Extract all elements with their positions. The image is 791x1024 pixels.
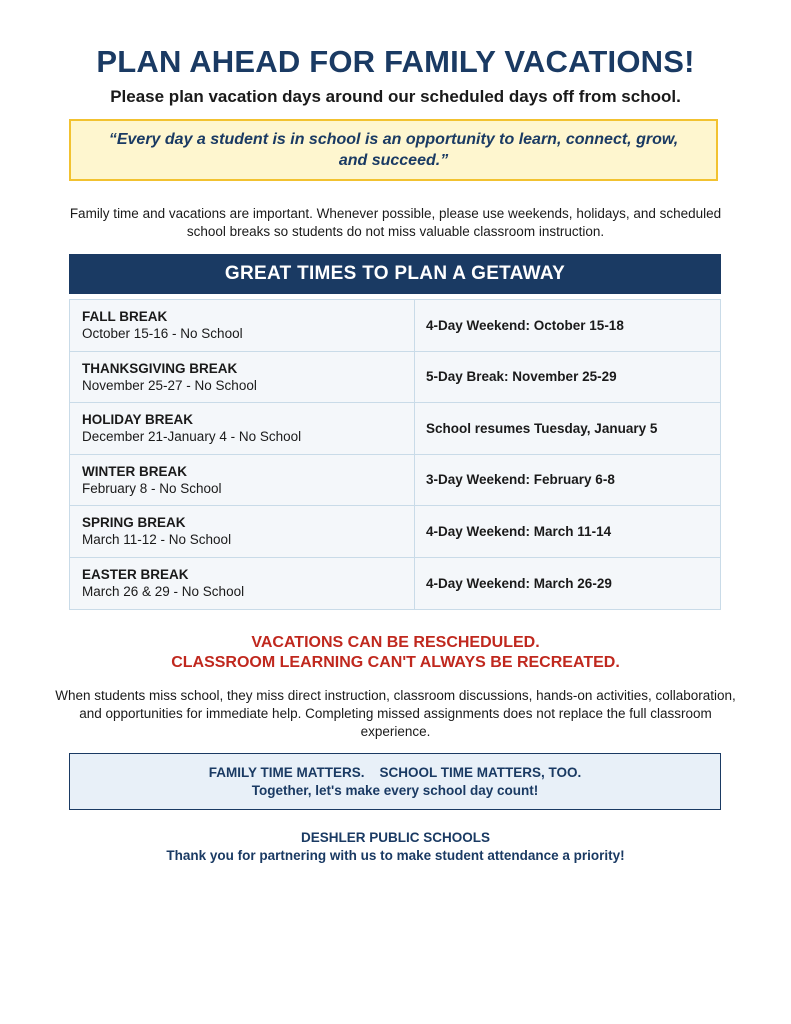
page-subtitle: Please plan vacation days around our scheduled days off from school.	[110, 87, 681, 106]
break-name: WINTER BREAK	[82, 463, 187, 479]
break-note: 4-Day Weekend: October 15-18	[426, 317, 624, 333]
callout-line-2: CLASSROOM LEARNING CAN'T ALWAYS BE RECREATED.	[171, 654, 620, 671]
break-note: 5-Day Break: November 25-29	[426, 369, 617, 385]
matters-line-2: Together, let's make every school day count!	[251, 782, 539, 798]
break-name: EASTER BREAK	[82, 567, 189, 583]
quote-text: “Every day a student is in school is an opportunity to learn, connect, grow, and succeed.”	[108, 131, 679, 169]
footer	[0, 829, 791, 865]
break-dates: February 8 - No School	[82, 480, 222, 496]
break-cell	[70, 352, 415, 403]
break-note: School resumes Tuesday, January 5	[426, 420, 658, 436]
table-row	[70, 403, 720, 455]
footer-org: DESHLER PUBLIC SCHOOLS	[300, 830, 490, 845]
break-note: 3-Day Weekend: February 6-8	[426, 472, 615, 488]
break-name: HOLIDAY BREAK	[82, 412, 194, 428]
quote-box	[69, 119, 718, 181]
table-row	[70, 352, 720, 404]
breaks-table	[69, 299, 721, 610]
break-dates: November 25-27 - No School	[82, 377, 257, 393]
break-cell	[70, 403, 415, 454]
table-row	[70, 455, 720, 507]
table-row	[70, 558, 720, 610]
matters-line-1: FAMILY TIME MATTERS. SCHOOL TIME MATTERS, TOO.	[208, 764, 582, 780]
table-heading: GREAT TIMES TO PLAN A GETAWAY	[69, 254, 721, 294]
break-note: 4-Day Weekend: March 26-29	[426, 575, 612, 591]
break-cell	[70, 506, 415, 557]
page-title: PLAN AHEAD FOR FAMILY VACATIONS!	[96, 44, 695, 79]
intro-paragraph: Family time and vacations are important. Whenever possible, please use weekends, holidays, and scheduled school breaks so students do not miss valuable classroom instruction.	[69, 206, 722, 239]
break-dates: October 15-16 - No School	[82, 326, 243, 342]
callout-heading	[0, 633, 791, 673]
break-note: 4-Day Weekend: March 11-14	[426, 523, 612, 539]
break-name: THANKSGIVING BREAK	[82, 360, 238, 376]
break-dates: March 11-12 - No School	[82, 532, 232, 548]
table-row	[70, 506, 720, 558]
break-dates: March 26 & 29 - No School	[82, 584, 245, 600]
matters-box	[69, 753, 721, 810]
break-dates: December 21-January 4 - No School	[82, 429, 302, 445]
table-row	[70, 300, 720, 352]
break-name: SPRING BREAK	[82, 515, 186, 531]
break-name: FALL BREAK	[82, 309, 168, 325]
footer-thanks: Thank you for partnering with us to make student attendance a priority!	[166, 848, 625, 863]
break-cell	[70, 558, 415, 610]
callout-line-1: VACATIONS CAN BE RESCHEDULED.	[251, 634, 540, 651]
break-cell	[70, 455, 415, 506]
break-cell	[70, 300, 415, 351]
body-paragraph: When students miss school, they miss direct instruction, classroom discussions, hands-on activities, collaboration, and opportunities for immediate help. Completing missed assignments does not replace the full classroom experience.	[55, 688, 736, 739]
